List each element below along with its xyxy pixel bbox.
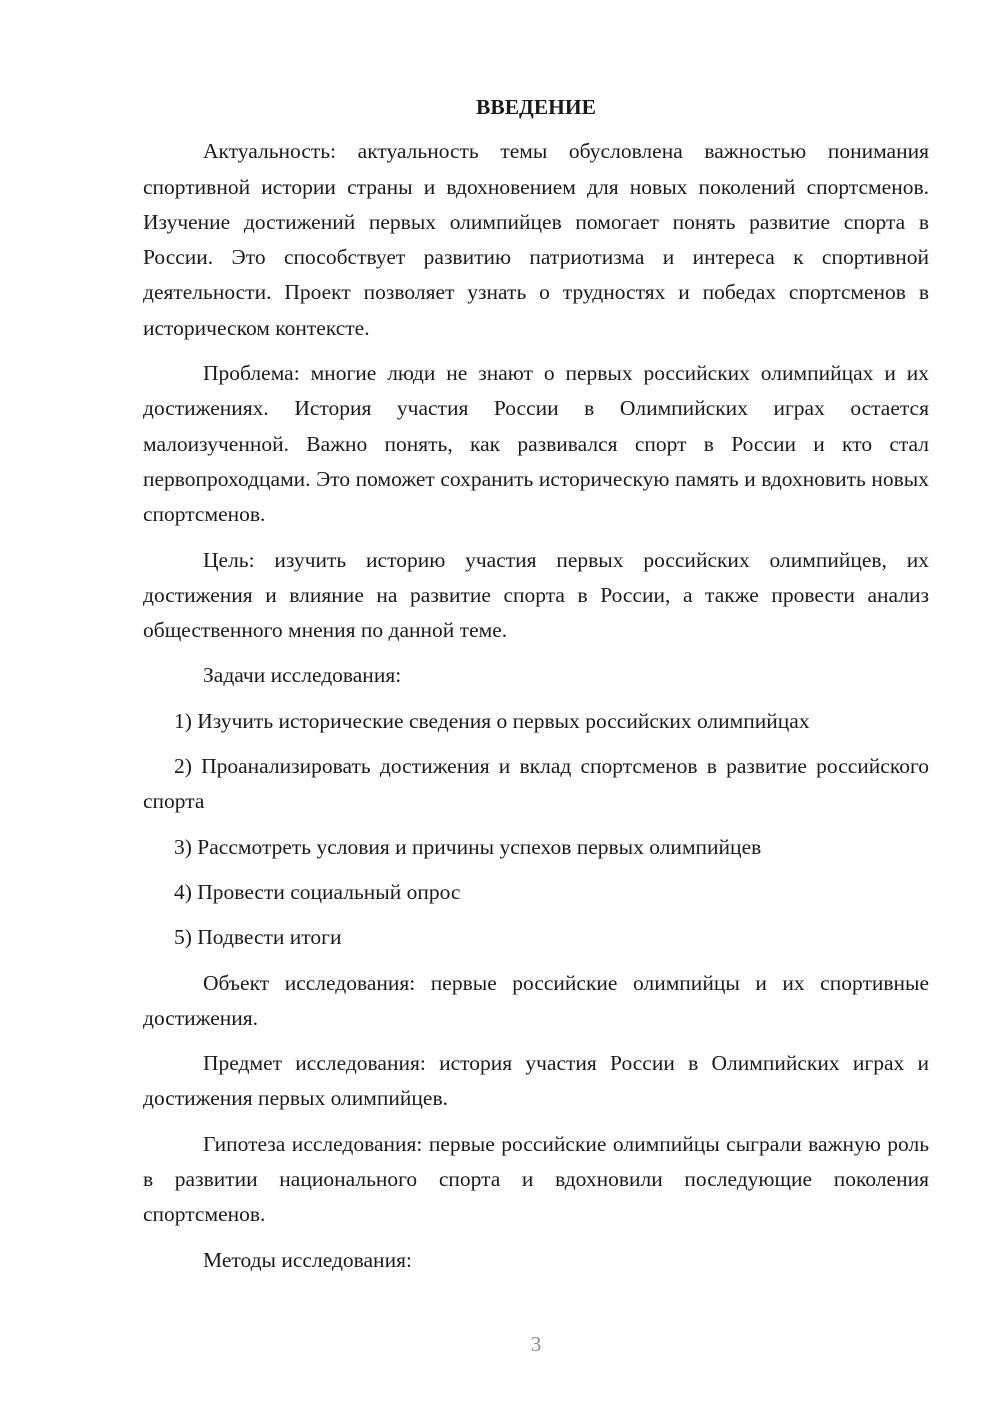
paragraph-goal: Цель: изучить историю участия первых российских олимпийцев, их достижения и влияние на развитие спорта в России, а также провести анализ общественного мнения по данной теме. bbox=[143, 547, 929, 643]
paragraph-object: Объект исследования: первые российские олимпийцы и их спортивные достижения. bbox=[143, 970, 929, 1030]
page-body bbox=[143, 90, 929, 1288]
task-item: 3) Рассмотреть условия и причины успехов первых олимпийцев bbox=[174, 834, 762, 859]
section-heading: ВВЕДЕНИЕ bbox=[476, 95, 596, 119]
paragraph-hypothesis: Гипотеза исследования: первые российские олимпийцы сыграли важную роль в развитии национального спорта и вдохновили последующие поколения спортсменов. bbox=[143, 1131, 929, 1227]
task-item: 2) Проанализировать достижения и вклад спортсменов в развитие российского спорта bbox=[143, 754, 929, 814]
task-item: 1) Изучить исторические сведения о первых российских олимпийцах bbox=[174, 708, 810, 733]
page-number: 3 bbox=[530, 1332, 542, 1356]
tasks-lead: Задачи исследования: bbox=[203, 663, 402, 688]
task-list bbox=[143, 704, 929, 956]
methods-lead: Методы исследования: bbox=[203, 1247, 412, 1272]
paragraph-relevance: Актуальность: актуальность темы обусловлена важностью понимания спортивной истории страны и вдохновением для новых поколений спортсменов. Изучение достижений первых олимпийцев помогает понять развитие спорта в России. Это способствует развитию патриотизма и интереса к спортивной деятельности. Проект позволяет узнать о трудностях и победах спортсменов в историческом контексте. bbox=[143, 139, 929, 340]
task-item: 5) Подвести итоги bbox=[174, 925, 342, 950]
paragraph-subject: Предмет исследования: история участия России в Олимпийских играх и достижения первых олимпийцев. bbox=[143, 1051, 929, 1111]
task-item: 4) Провести социальный опрос bbox=[174, 879, 461, 904]
paragraph-problem: Проблема: многие люди не знают о первых российских олимпийцах и их достижениях. История участия России в Олимпийских играх остается малоизученной. Важно понять, как развивался спорт в России и кто стал первопроходцами. Это поможет сохранить историческую память и вдохновить новых спортсменов. bbox=[143, 361, 929, 527]
